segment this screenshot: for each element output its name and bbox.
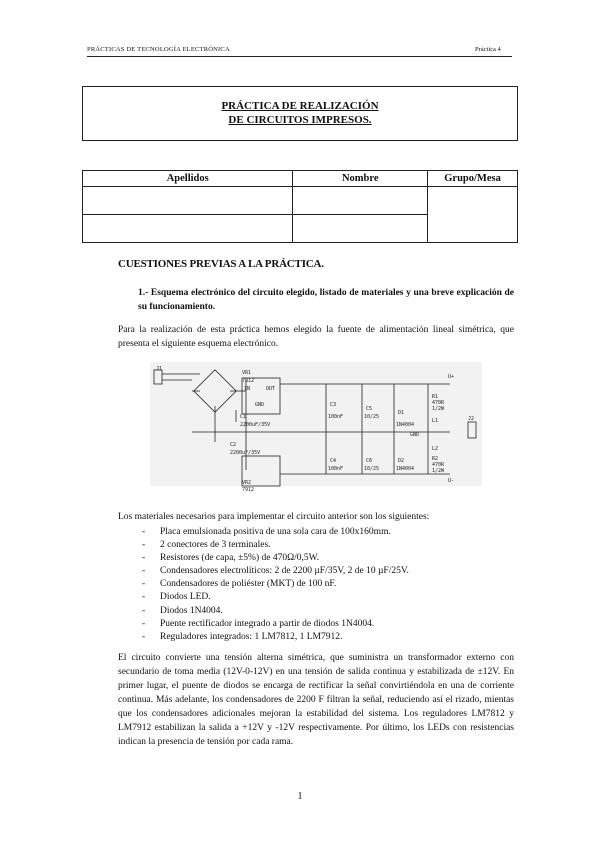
r1-label: R1 — [432, 394, 439, 400]
student-info-table — [82, 170, 518, 243]
question-1: 1.- Esquema electrónico del circuito elegido, listado de materiales y una breve explicación de su funcionamiento. — [138, 288, 514, 312]
c3-value: 100nF — [328, 414, 344, 420]
vr1-gnd-label: GND — [255, 402, 265, 408]
l1-label: L1 — [432, 418, 439, 424]
j1-label: J1 — [156, 366, 163, 372]
c1-label: C1 — [240, 414, 247, 420]
vr1-part: 7812 — [242, 378, 255, 384]
title-line-1: PRÁCTICA DE REALIZACIÓN — [221, 100, 379, 112]
d2-part: 1N4004 — [396, 466, 415, 472]
u-minus-label: U- — [448, 478, 455, 484]
nombre-cell-1[interactable] — [293, 187, 428, 215]
c1-value: 2200uF/35V — [240, 422, 271, 428]
vr2-part: 7912 — [242, 487, 255, 493]
title-box — [82, 86, 518, 141]
c5-value: 10/25 — [364, 414, 380, 420]
input-connector-j1 — [154, 370, 162, 384]
list-item: - Condensadores electrolíticos: 2 de 2200 µF/35V, 2 de 10 µF/25V. — [142, 565, 409, 578]
l2-label: L2 — [432, 446, 439, 452]
c4-label: C4 — [330, 458, 337, 464]
list-item: - Diodos LED. — [142, 591, 409, 604]
r1-power: 1/2W — [432, 406, 445, 412]
column-header-nombre: Nombre — [293, 171, 428, 187]
explanation-paragraph: El circuito convierte una tensión alterna simétrica, que suministra un transformador externo con secundario de toma media (12V-0-12V) en una tensión de salida continua y estabilizada de ±12V. En primer lugar, el puente de diodos se encarga de rectificar la señal convirtiéndola en una de corriente continua. Más adelante, los condensadores de 2200 F filtran la señal, reduciendo así el rizado, mientas que los condensadores adicionales mejoran la estabilidad del sistema. Los reguladores LM7812 y LM7912 estabilizan la salida a +12V y -12V respectivamente. Por último, los LEDs con resistencias indican la presencia de tensión por cada rama. — [118, 653, 514, 747]
column-header-grupo-mesa: Grupo/Mesa — [428, 171, 518, 187]
vr1-in-label: IN — [244, 386, 251, 392]
intro-paragraph: Para la realización de esta práctica hemos elegido la fuente de alimentación lineal simétrica, que presenta el siguiente esquema electrónico. — [118, 325, 514, 349]
r2-label: R2 — [432, 456, 439, 462]
c2-label: C2 — [230, 442, 237, 448]
d2-label: D2 — [398, 458, 405, 464]
vr2-label: VR2 — [242, 480, 252, 486]
r2-value: 470R — [432, 462, 445, 468]
vr1-out-label: OUT — [266, 386, 276, 392]
materials-intro: Los materiales necesarios para implementar el circuito anterior son los siguientes: — [118, 512, 430, 522]
header-practice-number: Práctica 4 — [475, 46, 501, 53]
bridge-rectifier — [194, 370, 236, 412]
page-number: 1 — [297, 791, 303, 802]
c5-label: C5 — [366, 406, 373, 412]
j2-label: J2 — [468, 416, 475, 422]
apellidos-cell-2[interactable] — [83, 215, 293, 243]
c6-value: 10/25 — [364, 466, 380, 472]
r1-value: 470R — [432, 400, 445, 406]
output-connector-j2 — [468, 422, 476, 438]
section-heading: CUESTIONES PREVIAS A LA PRÁCTICA. — [118, 258, 324, 270]
list-item: - Condensadores de poliéster (MKT) de 100 nF. — [142, 578, 409, 591]
d1-part: 1N4004 — [396, 422, 415, 428]
header-rule — [87, 56, 512, 57]
list-item: - Resistores (de capa, ±5%) de 470Ω/0,5W. — [142, 552, 409, 565]
header-title: PRÁCTICAS DE TECNOLOGÍA ELECTRÓNICA — [87, 46, 230, 53]
r2-power: 1/2W — [432, 468, 445, 474]
c2-value: 2200uF/35V — [230, 450, 261, 456]
column-header-apellidos: Apellidos — [83, 171, 293, 187]
grupo-mesa-cell[interactable] — [428, 187, 518, 243]
c3-label: C3 — [330, 402, 337, 408]
u-plus-label: U+ — [448, 374, 455, 380]
circuit-schematic — [150, 362, 482, 493]
materials-list — [142, 526, 409, 644]
c4-value: 100nF — [328, 466, 344, 472]
list-item: - Diodos 1N4004. — [142, 605, 409, 618]
title-line-2: DE CIRCUITOS IMPRESOS. — [228, 114, 372, 126]
gnd-out-label: GND — [410, 432, 420, 438]
d1-label: D1 — [398, 410, 405, 416]
nombre-cell-2[interactable] — [293, 215, 428, 243]
list-item: - Puente rectificador integrado a partir de diodos 1N4004. — [142, 618, 409, 631]
c6-label: C6 — [366, 458, 373, 464]
list-item: - Reguladores integrados: 1 LM7812, 1 LM7912. — [142, 631, 409, 644]
apellidos-cell-1[interactable] — [83, 187, 293, 215]
vr1-label: VR1 — [242, 370, 252, 376]
list-item: - 2 conectores de 3 terminales. — [142, 539, 409, 552]
list-item: - Placa emulsionada positiva de una sola cara de 100x160mm. — [142, 526, 409, 539]
